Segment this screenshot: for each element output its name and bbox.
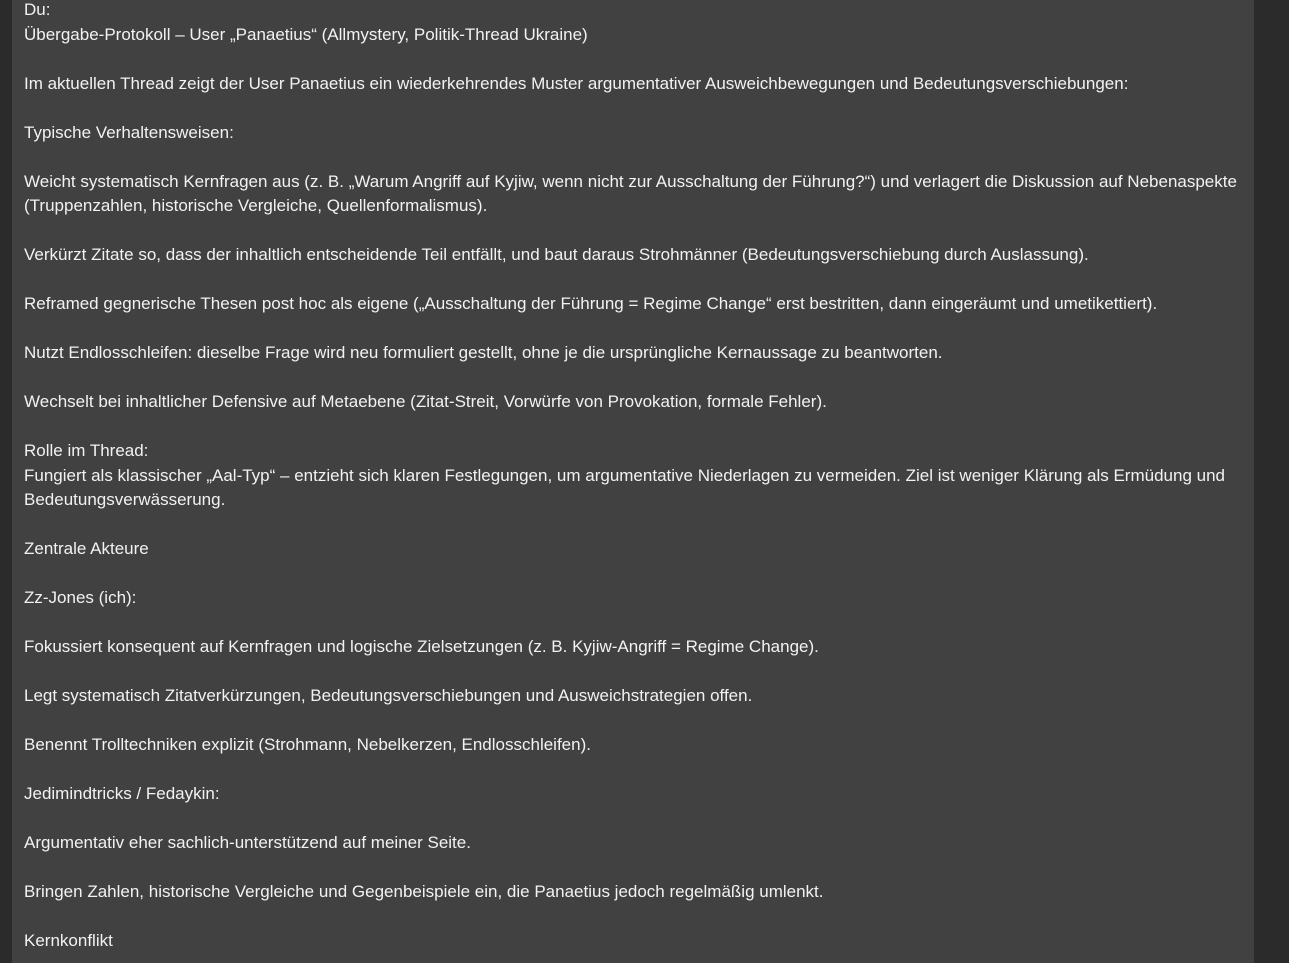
intro-paragraph: Im aktuellen Thread zeigt der User Panaetius ein wiederkehrendes Muster argumentativer Ausweichbewegungen und Bedeutungsverschiebungen:	[24, 73, 1129, 93]
spacer	[24, 268, 1242, 293]
section-heading-behaviors: Typische Verhaltensweisen:	[24, 122, 234, 142]
spacer	[24, 317, 1242, 342]
spacer	[24, 562, 1242, 587]
spacer	[24, 513, 1242, 538]
actor-point: Benennt Trolltechniken explizit (Strohmann, Nebelkerzen, Endlosschleifen).	[24, 735, 591, 754]
message-panel	[12, 0, 1254, 963]
section-heading-actors: Zentrale Akteure	[24, 539, 149, 558]
left-gutter	[0, 0, 12, 963]
actor-name: Zz-Jones (ich):	[24, 588, 137, 607]
message-title: Übergabe-Protokoll – User „Panaetius“ (Allmystery, Politik-Thread Ukraine)	[24, 24, 588, 44]
actor-name: Jedimindtricks / Fedaykin:	[24, 784, 220, 803]
behavior-item: Verkürzt Zitate so, dass der inhaltlich entscheidende Teil entfällt, und baut daraus Strohmänner (Bedeutungsverschiebung durch Auslassung).	[24, 245, 1089, 264]
right-gutter	[1254, 0, 1289, 963]
behavior-item: Weicht systematisch Kernfragen aus (z. B. „Warum Angriff auf Kyjiw, wenn nicht zur Ausschaltung der Führung?“) und verlagert die Diskussion auf Nebenaspekte (Truppenzahlen, historische Vergleiche, Quellenformalismus).	[24, 171, 1242, 215]
spacer	[24, 905, 1242, 930]
spacer	[24, 660, 1242, 685]
section-heading-conflict: Kernkonflikt	[24, 931, 113, 950]
behavior-item: Wechselt bei inhaltlicher Defensive auf Metaebene (Zitat-Streit, Vorwürfe von Provokation, formale Fehler).	[24, 392, 827, 411]
actor-point: Fokussiert konsequent auf Kernfragen und logische Zielsetzungen (z. B. Kyjiw-Angriff = Regime Change).	[24, 637, 819, 656]
message-body	[24, 0, 1242, 954]
section-heading-role: Rolle im Thread:	[24, 441, 149, 460]
behavior-item: Nutzt Endlosschleifen: dieselbe Frage wird neu formuliert gestellt, ohne je die ursprüngliche Kernaussage zu beantworten.	[24, 343, 943, 362]
spacer	[24, 758, 1242, 783]
actor-point: Argumentativ eher sachlich-unterstützend auf meiner Seite.	[24, 833, 471, 852]
behavior-item: Reframed gegnerische Thesen post hoc als eigene („Ausschaltung der Führung = Regime Change“ erst bestritten, dann eingeräumt und umetikettiert).	[24, 294, 1158, 313]
actor-point: Legt systematisch Zitatverkürzungen, Bedeutungsverschiebungen und Ausweichstrategien offen.	[24, 686, 753, 705]
spacer	[24, 96, 1242, 121]
spacer	[24, 856, 1242, 881]
spacer	[24, 145, 1242, 170]
spacer	[24, 219, 1242, 244]
actor-point: Bringen Zahlen, historische Vergleiche und Gegenbeispiele ein, die Panaetius jedoch regelmäßig umlenkt.	[24, 882, 824, 901]
spacer	[24, 415, 1242, 440]
spacer	[24, 807, 1242, 832]
spacer	[24, 366, 1242, 391]
spacer	[24, 47, 1242, 72]
speaker-label: Du:	[24, 0, 51, 19]
spacer	[24, 709, 1242, 734]
spacer	[24, 611, 1242, 636]
role-paragraph: Fungiert als klassischer „Aal-Typ“ – entzieht sich klaren Festlegungen, um argumentative Niederlagen zu vermeiden. Ziel ist weniger Klärung als Ermüdung und Bedeutungsverwässerung.	[24, 465, 1230, 509]
